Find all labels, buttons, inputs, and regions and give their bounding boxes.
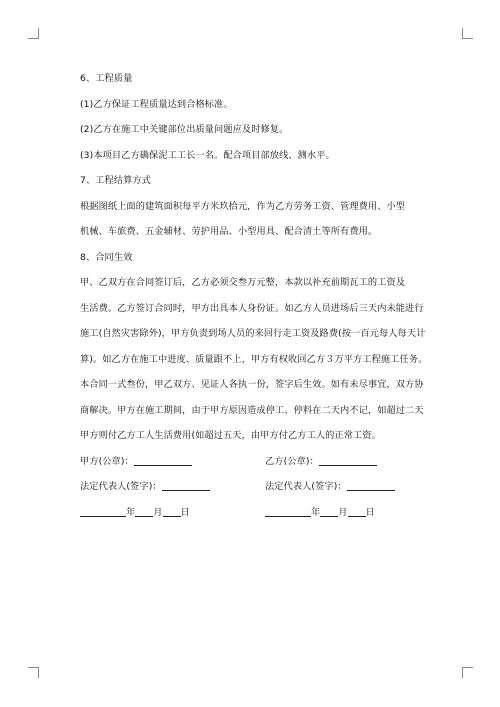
crop-mark-bottom-left — [28, 667, 39, 678]
settlement-paragraph — [80, 194, 422, 245]
section-heading-settlement: 7、工程结算方式 — [80, 175, 151, 186]
effective-paragraph — [80, 270, 428, 449]
signature-row-party — [80, 449, 422, 475]
paragraph-line: 甲、乙双方在合同签订后，乙方必须交叁万元整，本款以补充前期瓦工的工资及 — [80, 277, 406, 288]
section-heading-quality: 6、工程质量 — [80, 73, 133, 84]
quality-item-2: (2)乙方在施工中关键部位出质量问题应及时修复。 — [80, 124, 289, 135]
paragraph-line: 本合同一式叁份，甲乙双方、见证人各执一份，签字后生效。如有未尽事宜，双方协 — [80, 379, 424, 390]
party-b-representative: 法定代表人(签字)： — [265, 474, 395, 500]
party-a-date: 年 月 日 — [80, 500, 190, 526]
party-a-representative: 法定代表人(签字)： — [80, 474, 210, 500]
party-b-date: 年 月 日 — [265, 500, 375, 526]
crop-mark-top-left — [28, 28, 39, 39]
paragraph-line: 商解决。甲方在施工期间，由于甲方原因造成停工、停料在二天内不记，如超过二天 — [80, 404, 424, 416]
paragraph-line: 算)。如乙方在施工中进度、质量跟不上，甲方有权收回乙方３万平方工程施工任务。 — [80, 353, 428, 365]
section-heading-effective: 8、合同生效 — [80, 251, 133, 263]
paragraph-line: 根据图纸上面的建筑面积每平方米玖拾元，作为乙方劳务工资、管理费用、小型 — [80, 200, 406, 212]
paragraph-line: 甲方则付乙方工人生活费用(如超过五天，由甲方付乙方工人的正常工资。 — [80, 430, 381, 441]
paragraph-line: 生活费。乙方签订合同时，甲方出具本人身份证。如乙方人员进场后三天内未能进行 — [80, 302, 424, 314]
crop-mark-top-right — [462, 28, 473, 39]
paragraph-line: 机械、车旅费、五金辅材、劳护用品、小型用具、配合清土等所有费用。 — [80, 226, 378, 237]
signature-row-representative — [80, 474, 422, 500]
quality-item-1: (1)乙方保证工程质量达到合格标准。 — [80, 98, 233, 110]
signature-row-date — [80, 500, 422, 526]
quality-item-3: (3)本项目乙方确保泥工工长一名。配合项目部放线、测水平。 — [80, 149, 335, 161]
party-b-seal: 乙方(公章)： — [265, 449, 377, 475]
document-body — [80, 66, 428, 525]
party-a-seal: 甲方(公章)： — [80, 449, 192, 475]
crop-mark-bottom-right — [462, 667, 473, 678]
paragraph-line: 施工(自然灾害除外)，甲方负责到场人员的来回行走工资及路费(按一百元每人每天计 — [80, 328, 426, 339]
